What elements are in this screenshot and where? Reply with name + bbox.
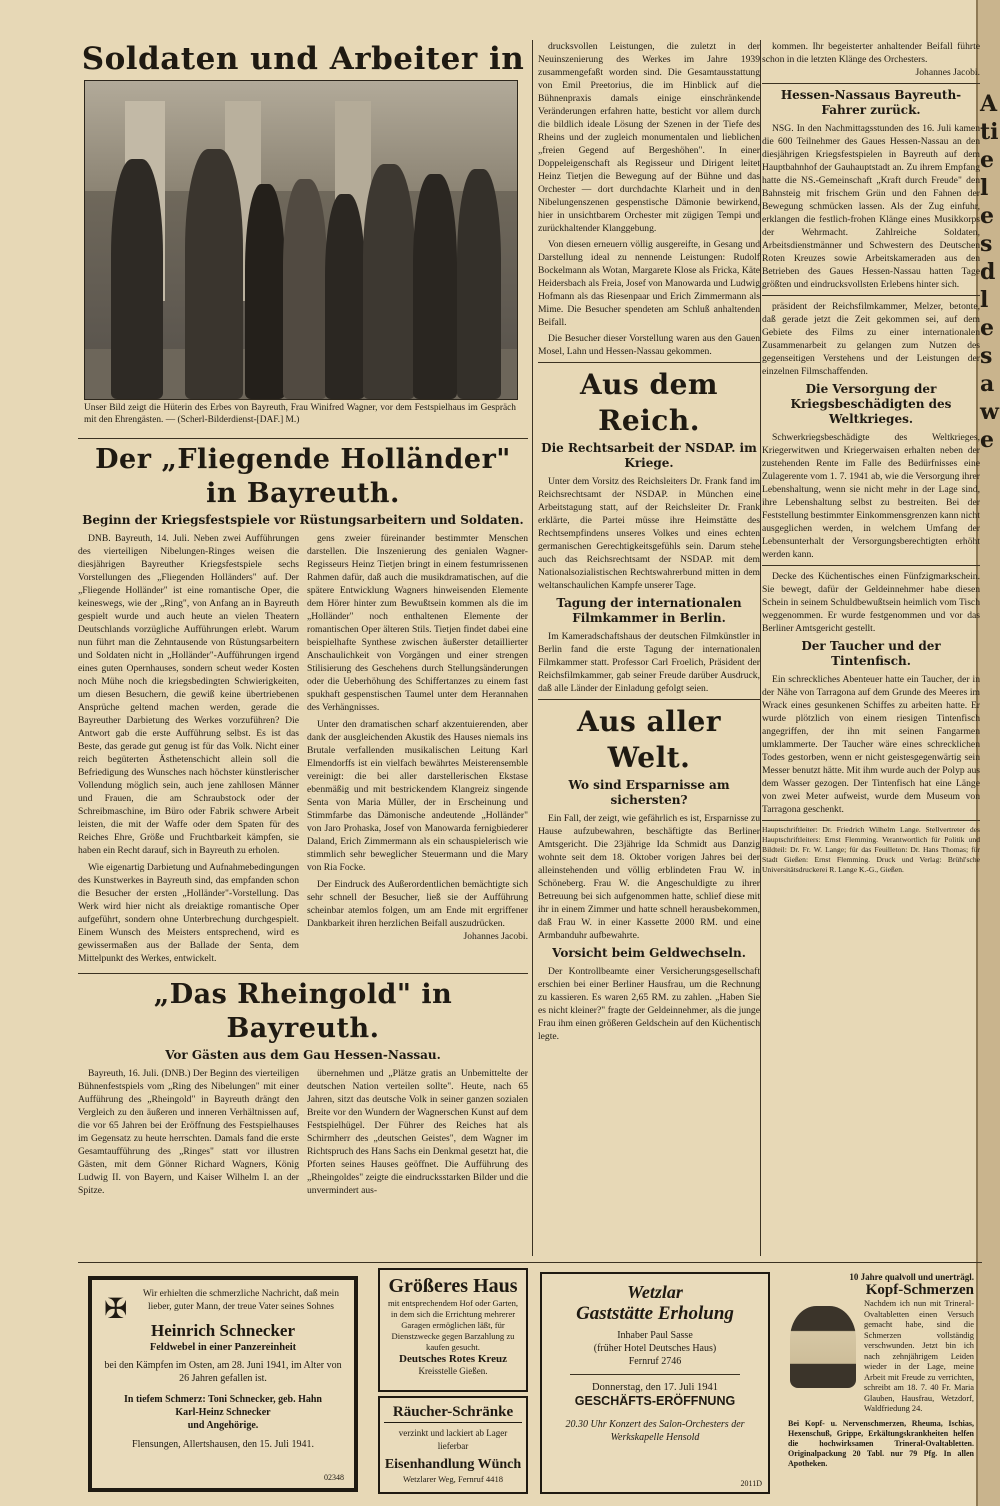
- column-right: [762, 40, 980, 1262]
- ad-shop: Eisenhandlung Wünch: [384, 1457, 522, 1472]
- opening-date: Donnerstag, den 17. Juli 1941: [592, 1382, 718, 1393]
- ad-headache-remedy: [784, 1268, 978, 1494]
- article-signature: Johannes Jacobi.: [463, 931, 528, 942]
- article-paragraph: gens zweier füreinander bestimmter Menschen darstellen. Die Inszenierung des genialen Wagner-Regisseurs Heinz Tietjen bringt in einem festumrissenen Rahmen dafür, daß auch die musikdramatischen, auf die spätere Entwicklung Wagners hinweisenden Elemente dem Hörer hinter zum Bewußtsein kommen als die im „Holländer" noch enthaltenen Elemente der romantischen Oper älteren Stils. Tietjen findet dabei eine beispielhafte Synthese zwischen äußerster detaillierter Anschaulichkeit von Vorgängen und einer strengen Stilisierung des Geschehens durch Stellungsänderungen oder die Ueberhöhung des Schiffertanzes zu einem fast spukhaft gespenstischen Taumel unter dem Herannahen des Verhängnisses.: [307, 533, 528, 713]
- edge-text: A ti e l e s d l e s a w e: [980, 91, 999, 453]
- article-paragraph: Im Kameradschaftshaus der deutschen Filmkünstler in Berlin fand die erste Tagung der internationalen Filmkammer statt. Professor Carl Froelich, Präsident der Reichsfilmkammer, gab seiner Freude darüber Ausdruck, daß alle Länder der Einladung gefolgt seien.: [538, 631, 760, 694]
- ad-code: 2011D: [740, 1479, 762, 1488]
- article-subheading: Vorsicht beim Geldwechseln.: [552, 946, 746, 960]
- article-paragraph: kommen. Ihr begeisterter anhaltender Beifall führte schon in die letzten Klänge des Orchesters.: [762, 41, 980, 65]
- article-paragraph: übernehmen und „Plätze gratis an Unbemittelte der deutschen Nation verteilen sollte". Heute, nach 65 Jahren, sitzt das deutsche Volk in seiner ganzen sozialen Breite vor den Wundern der Wagnerschen Kunst auf dem Festspielhügel. Der Führer des Reiches hat als Schirmherr des „deutschen Geistes", dem Wagner im Richtspruch des Hans Sachs ein Denkmal gesetzt hat, die Pforten seines Hauses geöffnet. Die Aufführung des „Rheingoldes" zeigte die eindrucksstarken Bilder und die unvermindert aus-: [307, 1068, 528, 1196]
- section-heading-welt: Aus aller Welt.: [576, 705, 722, 774]
- photo-person: [111, 159, 163, 399]
- article-paragraph: Unter dem Vorsitz des Reichsleiters Dr. Frank fand im Reichsrechtsamt der NSDAP. in München eine Arbeitstagung statt, auf der Reichsleiter Dr. Frank erklärte, die Partei müsse ihre Heimstätte des Rechtsempfindens unseres Volkes und eines echten germanischen Gerechtigkeitsgefühls sein. Darum stehe auch das Reichsrechtsamt der NSDAP. mit dem Nationalsozialistischen Rechtswahrerbund mitten in dem weltanschaulichen Kampfe unserer Tage.: [538, 476, 760, 591]
- concert-note: 20.30 Uhr Konzert des Salon-Orchesters der Werkskapelle Hensold: [565, 1419, 745, 1443]
- article-subheading: Die Versorgung der Kriegsbeschädigten des Weltkrieges.: [790, 382, 952, 426]
- article-paragraph: NSG. In den Nachmittagsstunden des 16. Juli kamen die 600 Teilnehmer des Gaues Hessen-Nassau an den diesjährigen Kriegsfestspielen in Bayreuth auf dem Hauptbahnhof der Gauhauptstadt an. Zu ihrem Empfang hatte die NS.-Gemeinschaft „Kraft durch Freude" den Bahnsteig mit frischem Grün und den Fahnen der Bewegung schmücken lassen. Als der Zug einfuhr, erklangen die festlich-frohen Klänge eines Musikkorps der Wehrmacht. Zahlreiche Soldaten, Arbeitsdienstmänner und Schwestern des Deutschen Roten Kreuzes sowie Arbeitskameraden aus den Betrieben des Gaues Hessen-Nassau hatten Tage größten und eindrucksvollsten Erlebens hinter sich.: [762, 123, 980, 290]
- article-columns: [78, 1067, 528, 1197]
- divider: [78, 1262, 982, 1263]
- divider: [762, 295, 980, 296]
- divider: [538, 362, 760, 363]
- article-subheading: Vor Gästen aus dem Gau Hessen-Nassau.: [165, 1048, 441, 1062]
- column-rule: [532, 40, 533, 1256]
- obit-code: 02348: [324, 1473, 344, 1482]
- ad-smoke-cabinets: [378, 1396, 528, 1494]
- article-subheading: Der Taucher und der Tintenfisch.: [801, 639, 941, 668]
- ad-title: Größeres Haus: [388, 1275, 518, 1297]
- column-rule: [760, 40, 761, 1256]
- page-title: Soldaten und Arbeiter in: [81, 41, 525, 77]
- column-middle: [538, 40, 760, 1262]
- divider: [762, 83, 980, 84]
- article-paragraph: Schwerkriegsbeschädigte des Weltkrieges, Kriegerwitwen und Kriegerwaisen erhalten neben der zustehenden Rente im Falle des Bedürfnisses eine Zulagerente vom 1. 7. 1941 ab, wie die Versorgung ihrer Lebenshaltung, wenn sie nicht mehr in der Lage sind, ihre Lebenshaltung selbst zu bestreiten. Bei der Feststellung bestimmter Einkommensgrenzen kann nicht ausgeglichen werden, in welchem Umfang der Lebensunterhalt der Versorgungsberechtigten erhöht werden kann.: [762, 432, 980, 560]
- advertisement-area: [78, 1262, 982, 1498]
- divider: [78, 973, 528, 974]
- photo-person: [457, 169, 501, 399]
- photo-person: [413, 174, 457, 399]
- imprint: Hauptschriftleiter: Dr. Friedrich Wilhelm Lange. Stellvertreter des Hauptschriftleiters: Ernst Flemming. Verantwortlich für Politik und Bildteil: Dr. Fr. W. Lange; für das Feuilleton: Dr. Hans Thomas; für Stadt Gießen: Ernst Flemming. Druck und Verlag: Brühl'sche Universitätsdruckerei R. Lange K.-G., Gießen.: [762, 825, 980, 874]
- ad-restaurant-opening: [540, 1272, 770, 1494]
- ad-body: mit entsprechendem Hof oder Garten, in dem sich die Errichtung mehrerer Garagen ermöglichen läßt, für Dienstzwecke gegen Barzahlung zu kaufen gesucht.: [387, 1298, 519, 1352]
- restaurant-former: (früher Hotel Deutsches Haus): [593, 1343, 717, 1354]
- article-columns: [78, 532, 528, 965]
- article-subheading: Beginn der Kriegsfestspiele vor Rüstungsarbeitern und Soldaten.: [82, 513, 524, 527]
- divider: [570, 1374, 740, 1375]
- ad-org: Deutsches Rotes Kreuz: [399, 1353, 507, 1365]
- article-subheading: Die Rechtsarbeit der NSDAP. im Kriege.: [541, 441, 757, 470]
- restaurant-name: Gaststätte Erholung: [576, 1303, 734, 1324]
- article-paragraph: Der Kontrollbeamte einer Versicherungsgesellschaft erschien bei einer Berliner Hausfrau, um die Rechnung zu kassieren. Es waren 2,65 RM. zu zahlen. „Haben Sie es nicht kleiner?" fragte der Geldeinnehmer, als die junge Frau ihm einen größeren Geldschein auf den Küchentisch legte.: [538, 966, 760, 1042]
- ad-small-print: Bei Kopf- u. Nervenschmerzen, Rheuma, Ischias, Hexenschuß, Grippe, Erkältungskrankheiten helfen die hochwirksamen Trineral-Ovaltabletten. Originalpackung 20 Tabl. nur 79 Pfg. In allen Apotheken.: [788, 1418, 974, 1468]
- photo-person: [283, 179, 327, 399]
- photo-person: [245, 184, 285, 399]
- ad-title: Räucher-Schränke: [384, 1402, 522, 1423]
- ad-title: Kopf-Schmerzen: [865, 1282, 974, 1298]
- photo-person: [325, 194, 365, 399]
- news-photo: [84, 80, 518, 400]
- article-paragraph: Bayreuth, 16. Juli. (DNB.) Der Beginn des vierteiligen Bühnenfestspiels vom „Ring des Nibelungen" mit einer Aufführung des „Rheingold" in Bayreuth drängt den Vergleich zu den äußeren und inneren Verhältnissen auf, die vor 65 Jahren bei der Eröffnung des Festspielhauses im Gegensatz zu heute herrschten. Damals fand die erste Gesamtaufführung des „Ringes" statt vor illustren Gästen, mit dem Gönner Richard Wagners, König Ludwig II. von Bayern, und Kaiser Wilhelm I. an der Spitze.: [78, 1068, 299, 1196]
- article-paragraph: präsident der Reichsfilmkammer, Melzer, betonte, daß gerade jetzt die Zeit gekommen sei, auf dem Gebiete des Films zu einer internationalen Zusammenarbeit zu gelangen zum Nutzen des gegenseitigen Verstehens und der Leistungen der einzelnen Filmschaffenden.: [762, 301, 980, 377]
- ad-body: Nachdem ich nun mit Trineral-Ovaltabletten einen Versuch gemacht habe, sind die Schmerzen vollständig verschwunden. Jetzt bin ich nach zehnjährigem Leiden wieder in der Lage, meine Arbeit mit Freude zu verrichten, schreibt am 18. 7. 40 Fr. Maria Glauben, Hausfrau, Wetzdorf, Waldfriedung 24.: [864, 1299, 974, 1413]
- column-left-articles: [78, 434, 528, 1262]
- article-heading: Der „Fliegende Holländer" in Bayreuth.: [95, 444, 511, 509]
- photo-person: [185, 149, 243, 399]
- photo-caption: Unser Bild zeigt die Hüterin des Erbes von Bayreuth, Frau Winifred Wagner, vor dem Festspielhaus im Gespräch mit den Ehrengästen. — (Scherl-Bilderdienst-[DAF.] M.): [84, 403, 516, 425]
- article-paragraph: Ein schreckliches Abenteuer hatte ein Taucher, der in der Nähe von Tarragona auf dem Grunde des Meeres im Wrack eines gesunkenen Schiffes zu arbeiten hatte. Er wurde plötzlich von einem riesigen Tintenfisch angegriffen, der ihn mit seinen Fangarmen umklammerte. Der Taucher wäre eines schrecklichen Todes gestorben, wenn er nicht geistesgegenwärtig sein Messer benutzt hätte. Mit ihm wurde auch der Polyp aus dem Wasser gezogen. Der Tintenfisch hat eine Länge von zwei Meter aufweist, wurde dem Museum von Tarragona geschenkt.: [762, 674, 980, 815]
- article-paragraph: Von diesen erneuern völlig ausgereifte, in Gesang und Darstellung ideal zu nennende Leistungen: Rudolf Bockelmann als Wotan, Margarete Klose als Fricka, Käte Heidersbach als Freia, Josef von Manowarda und Ludwig Hofmann als das Riesenpaar und Erich Zimmermann als Mime. Die Besucher spendeten am Schluß anhaltenden Beifall.: [538, 239, 760, 328]
- article-col: [307, 532, 528, 965]
- article-subheading: Tagung der internationalen Filmkammer in Berlin.: [556, 596, 742, 625]
- restaurant-owner: Inhaber Paul Sasse: [617, 1330, 693, 1341]
- article-paragraph: Decke des Küchentisches einen Fünfzigmarkschein. Sie bewegt, dafür der Geldeinnehmer habe diesen Schein in seinem Schuldbewußtsein heimlich vom Tisch weggenommen. Er wurde festgenommen und vor das Berliner Amtsgericht gestellt.: [762, 571, 980, 634]
- obit-fate: bei den Kämpfen im Osten, am 28. Juni 1941, im Alter von 26 Jahren gefallen ist.: [104, 1360, 342, 1384]
- article-paragraph: Unter den dramatischen scharf akzentuierenden, aber dank der ausgleichenden Akustik des Hauses niemals ins Brutale verfallenden musikalischen Leitung Karl Elmendorffs ist ein vielfach bewährtes Meisterensemble vereinigt: die bei aller darstellerischen Ekstase ebenmäßig und mit bestrickendem Klangreiz singende Senta von Maria Müller, der in Erscheinung und Stimmfarbe das Dämonische andeutende „Holländer" von Jaro Prohaska, Josef von Manowarda fernigbiederer Daland, Erich Zimmermann als ein schauspielerisch wie stimmlich sehr beweglicher Steuermann und die Mary von Ria Focke.: [307, 719, 528, 873]
- article-paragraph: drucksvollen Leistungen, die zuletzt in der Neuinszenierung des Werkes im Jahre 1939 zusammengefaßt worden sind. Die Gesamtausstattung von Emil Preetorius, die im Hinblick auf die Bühnenpraxis damals einige einschränkende Veränderungen erfahren hatte, besticht vor allem durch die bildlich ideale Lösung der Szenen in der Tiefe des Rheins und der zugleich monumentalen und lieblichen „freien Gegend auf Bergeshöhen". In einer Doppeleigenschaft als Regisseur und Dirigent leitet Heinz Tietjen die Bewegung auf der Bühne und das Orchester — dort durchdachte Klarheit und in den Nibelungenszenen gespenstische Dämonie bewirkend, hier in unsichtbarem Orchester mit zügigen Tempi und zurückhaltender Klanggebung.: [538, 41, 760, 234]
- article-paragraph: Ein Fall, der zeigt, wie gefährlich es ist, Ersparnisse zu Hause aufzubewahren, beschäftigte das Berliner Amtsgericht. Die 23jährige Ida Schmidt aus Danzig wohnte seit dem 18. Oktober vorigen Jahres bei der alleinstehenden und völlig erblindeten Frau W. in Schöneberg. Frau W. die Angeschuldigte zu ihrer Betreuung bei sich aufgenommen hatte, schlief diese mit ihr in einem Zimmer und hatte schnell herausbekommen, daß Frau W. in einer Kassette 2000 RM. und eine Armbanduhr aufbewahrte.: [538, 813, 760, 941]
- ad-address: Wetzlarer Weg, Fernruf 4418: [402, 1474, 504, 1484]
- section-heading-reich: Aus dem Reich.: [579, 368, 719, 437]
- obit-mourner: und Angehörige.: [187, 1420, 259, 1431]
- article-paragraph: Der Eindruck des Außerordentlichen bemächtigte sich sehr schnell der Besucher, ließ sie der Aufführung scheinbar atemlos folgen, um am Ende mit ergriffener Dankbarkeit ihren herzlichen Beifall auszudrücken.: [307, 879, 528, 929]
- ad-org-sub: Kreisstelle Gießen.: [418, 1366, 488, 1376]
- obit-intro: Wir erhielten die schmerzliche Nachricht, daß mein lieber, guter Mann, der treue Vater seines Sohnes: [142, 1289, 340, 1312]
- ad-body: verzinkt und lackiert ab Lager lieferbar: [398, 1428, 508, 1451]
- opening-title: GESCHÄFTS-ERÖFFNUNG: [574, 1394, 736, 1408]
- obit-place: Flensungen, Allertshausen, den 15. Juli 1941.: [132, 1439, 314, 1450]
- restaurant-phone: Fernruf 2746: [628, 1356, 682, 1367]
- restaurant-town: Wetzlar: [627, 1282, 683, 1302]
- article-col: [78, 532, 299, 965]
- divider: [78, 438, 528, 439]
- portrait-image: [790, 1306, 856, 1388]
- obituary-notice: [88, 1276, 358, 1492]
- article-paragraph: Wie eigenartig Darbietung und Aufnahmebedingungen des Kunstwerkes in Bayreuth sind, das empfanden schon die Besucher der ersten „Holländer"-Vorstellung. Das Werk wird hier nicht als dreiaktige romantische Oper aufgeführt, sondern ohne Unterbrechung durchgespielt. Einem Wunsch des Meisters entsprechend, wird es gewissermaßen aus der Ballade der Senta, dem Mittelpunkt des Werkes, entwickelt.: [78, 862, 299, 964]
- article-paragraph: Die Besucher dieser Vorstellung waren aus den Gauen Mosel, Lahn und Hessen-Nassau gekommen.: [538, 333, 760, 357]
- divider: [762, 820, 980, 821]
- iron-cross-icon: ✠: [104, 1294, 128, 1325]
- article-heading: „Das Rheingold" in Bayreuth.: [153, 979, 453, 1044]
- column-left-header: [78, 40, 528, 80]
- ad-top: 10 Jahre qualvoll und unerträgl.: [849, 1272, 974, 1282]
- obit-mourner: Karl-Heinz Schnecker: [175, 1407, 271, 1418]
- article-subheading: Wo sind Ersparnisse am sichersten?: [568, 778, 730, 807]
- article-subheading: Hessen-Nassaus Bayreuth-Fahrer zurück.: [780, 88, 962, 117]
- article-paragraph: DNB. Bayreuth, 14. Juli. Neben zwei Aufführungen des vierteiligen Nibelungen-Ringes weisen die diesjährigen Bayreuther Kriegsfestspiele sechs Vorstellungen des „Fliegenden Holländers" auf. Der „Fliegende Holländer" ist eine romantische Oper, die keineswegs, wie der „Ring", von Anfang an in Bayreuth gespielt wurde und auch heute an vielen Theatern Deutschlands vorzügliche Aufführungen erlebt. Warum nun führt man die Zehntausende von Rüstungsarbeitern und Soldaten nicht in „Holländer"-Aufführungen irgend eines guten Opernhauses, sondern scheut weder Kosten noch Mühe noch die kriegsbedingten Schwierigkeiten, um diesen Besuchern, die gewiß keine übertriebenen Ansprüche geltend machen werden, gerade die Bayreuther Darbietung des Werkes vorzuführen? Die Antwort gab die erste Aufführung selbst. Es ist das Beste, das gerade gut genug ist für das Volk. Nicht einer reich begüterten Ästhetenschicht allein soll die Befriedigung des Wunsches nach höchster künstlerischer Vollendung möglich sein, auch jene zahllosen Männer und Frauen, die am Schraubstock oder der Schreibmaschine, im Büro oder Fabrik schwere Arbeit leisten, die mit der Waffe oder dem Spaten für des Reiches Ehre, Größe und Fruchtbarkeit kämpfen, sie haben ein Recht darauf, sich in Bayreuth zu erholen.: [78, 533, 299, 856]
- obit-name: Heinrich Schnecker: [150, 1321, 295, 1340]
- article-signature: Johannes Jacobi.: [915, 67, 980, 78]
- divider: [538, 699, 760, 700]
- divider: [762, 565, 980, 566]
- ad-house-wanted: [378, 1268, 528, 1392]
- obit-mourner: In tiefem Schmerz: Toni Schnecker, geb. Hahn: [124, 1394, 322, 1405]
- photo-person: [363, 164, 415, 399]
- obit-rank: Feldwebel in einer Panzereinheit: [149, 1342, 297, 1353]
